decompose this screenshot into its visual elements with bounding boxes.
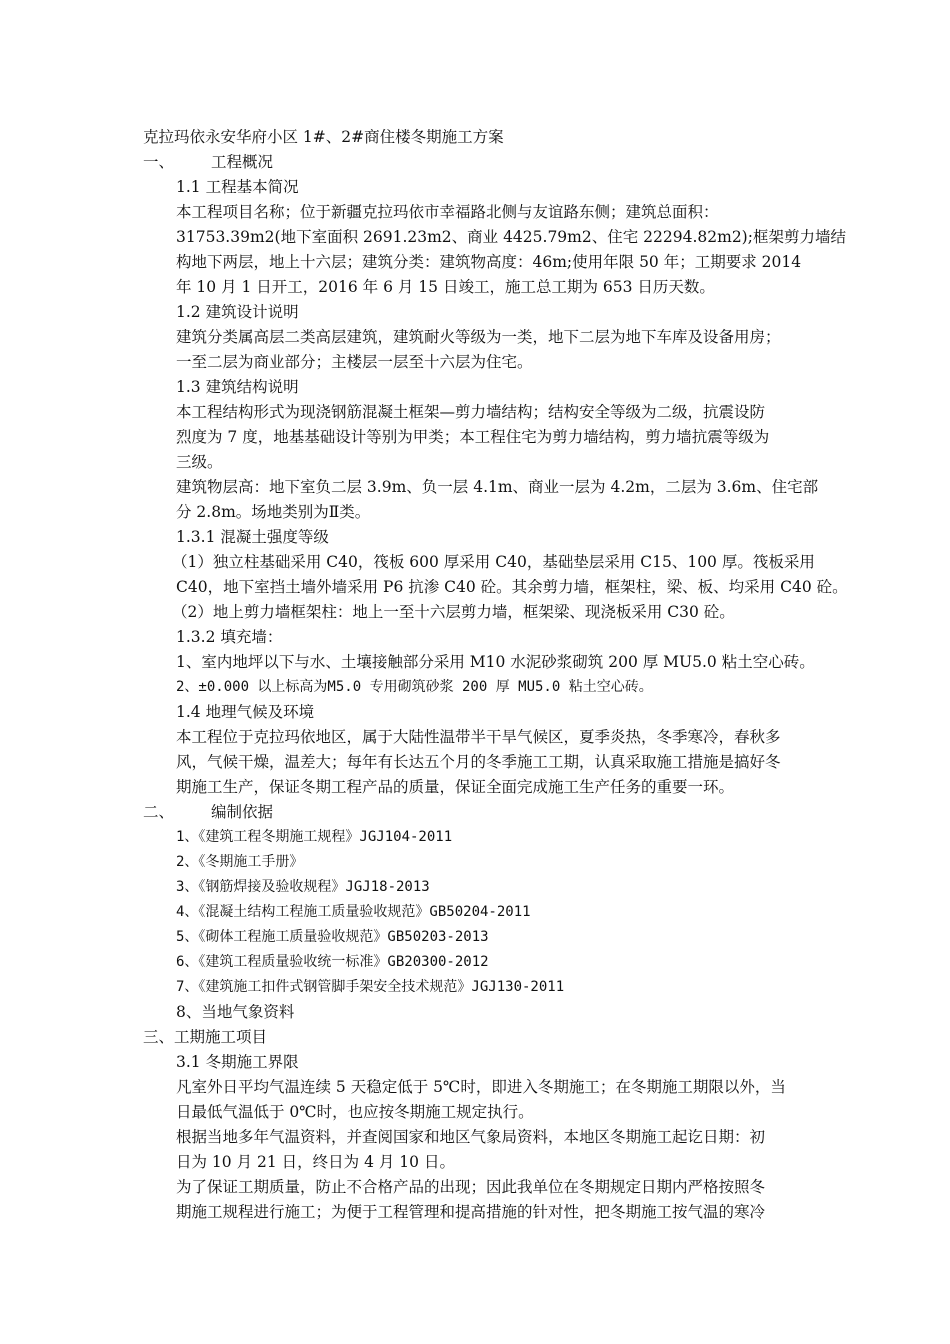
paragraph-line: 构地下两层，地上十六层；建筑分类：建筑物高度：46m;使用年限 50 年；工期要求 2014 — [176, 253, 802, 271]
paragraph-line: 为了保证工期质量，防止不合格产品的出现；因此我单位在冬期规定日期内严格按照冬 — [176, 1178, 766, 1196]
paragraph-line: 凡室外日平均气温连续 5 天稳定低于 5℃时，即进入冬期施工；在冬期施工期限以外，当 — [176, 1078, 786, 1096]
paragraph-line: 日为 10 月 21 日，终日为 4 月 10 日。 — [176, 1153, 455, 1171]
paragraph-line: 本工程位于克拉玛依地区，属于大陆性温带半干旱气候区，夏季炎热，冬季寒冷，春秋多 — [176, 728, 781, 746]
reference-item: 7、《建筑施工扣件式钢管脚手架安全技术规范》JGJ130-2011 — [176, 979, 565, 995]
paragraph-line: （1）独立柱基础采用 C40，筏板 600 厚采用 C40，基础垫层采用 C15、100 厚。筏板采用 — [172, 553, 815, 571]
subsection-heading: 1.3 建筑结构说明 — [176, 378, 299, 396]
subsection-heading: 3.1 冬期施工界限 — [176, 1053, 299, 1071]
paragraph-line: 风，气候干燥，温差大；每年有长达五个月的冬季施工工期，认真采取施工措施是搞好冬 — [176, 753, 781, 771]
paragraph-line: 根据当地多年气温资料，并查阅国家和地区气象局资料，本地区冬期施工起讫日期：初 — [176, 1128, 766, 1146]
paragraph-line: 烈度为 7 度，地基基础设计等别为甲类；本工程住宅为剪力墙结构，剪力墙抗震等级为 — [176, 428, 770, 446]
reference-item: 5、《砌体工程施工质量验收规范》GB50203-2013 — [176, 929, 489, 945]
subsection-heading: 1.2 建筑设计说明 — [176, 303, 299, 321]
reference-item: 1、《建筑工程冬期施工规程》JGJ104-2011 — [176, 829, 453, 845]
paragraph-line: 31753.39m2(地下室面积 2691.23m2、商业 4425.79m2、住宅 22294.82m2);框架剪力墙结 — [176, 228, 846, 246]
paragraph-line: 期施工规程进行施工；为便于工程管理和提高措施的针对性，把冬期施工按气温的寒冷 — [176, 1203, 766, 1221]
reference-item: 2、《冬期施工手册》 — [176, 854, 304, 870]
subsection-heading: 1.1 工程基本简况 — [176, 178, 299, 196]
reference-item: 8、当地气象资料 — [176, 1003, 295, 1021]
subsection-heading: 1.3.1 混凝土强度等级 — [176, 528, 329, 546]
section-heading — [143, 151, 273, 173]
paragraph-line: 1、室内地坪以下与水、土壤接触部分采用 M10 水泥砂浆砌筑 200 厚 MU5.0 粘土空心砖。 — [176, 653, 815, 671]
reference-item: 4、《混凝土结构工程施工质量验收规范》GB50204-2011 — [176, 904, 531, 920]
paragraph-line: 本工程结构形式为现浇钢筋混凝土框架—剪力墙结构；结构安全等级为二级，抗震设防 — [176, 403, 766, 421]
paragraph-line: 建筑物层高：地下室负二层 3.9m、负一层 4.1m、商业一层为 4.2m，二层为 3.6m、住宅部 — [176, 478, 819, 496]
section-title: 工程概况 — [211, 153, 274, 171]
section-heading: 三、工期施工项目 — [143, 1028, 268, 1046]
section-number: 一、 — [143, 153, 175, 171]
section-title: 编制依据 — [211, 803, 274, 821]
paragraph-line: 建筑分类属高层二类高层建筑，建筑耐火等级为一类，地下二层为地下车库及设备用房； — [176, 328, 781, 346]
paragraph-line: 日最低气温低于 0℃时，也应按冬期施工规定执行。 — [176, 1103, 534, 1121]
paragraph-line: （2）地上剪力墙框架柱：地上一至十六层剪力墙，框架梁、现浇板采用 C30 砼。 — [172, 603, 735, 621]
section-heading — [143, 801, 273, 823]
paragraph-line: C40，地下室挡土墙外墙采用 P6 抗渗 C40 砼。其余剪力墙，框架柱，梁、板、均采用 C40 砼。 — [176, 578, 848, 596]
section-number: 二、 — [143, 803, 175, 821]
subsection-heading: 1.3.2 填充墙： — [176, 628, 283, 646]
paragraph-line: 年 10 月 1 日开工，2016 年 6 月 15 日竣工，施工总工期为 653 日历天数。 — [176, 278, 715, 296]
paragraph-line: 本工程项目名称；位于新疆克拉玛依市幸福路北侧与友谊路东侧；建筑总面积： — [176, 203, 719, 221]
paragraph-line: 期施工生产，保证冬期工程产品的质量，保证全面完成施工生产任务的重要一环。 — [176, 778, 735, 796]
reference-item: 6、《建筑工程质量验收统一标准》GB20300-2012 — [176, 954, 489, 970]
paragraph-line: 2、±0.000 以上标高为M5.0 专用砌筑砂浆 200 厚 MU5.0 粘土空心砖。 — [176, 679, 653, 695]
paragraph-line: 分 2.8m。场地类别为Ⅱ类。 — [176, 503, 371, 521]
subsection-heading: 1.4 地理气候及环境 — [176, 703, 315, 721]
reference-item: 3、《钢筋焊接及验收规程》JGJ18-2013 — [176, 879, 430, 895]
paragraph-line: 一至二层为商业部分；主楼层一层至十六层为住宅。 — [176, 353, 533, 371]
paragraph-line: 三级。 — [176, 453, 223, 471]
document-title: 克拉玛依永安华府小区 1#、2#商住楼冬期施工方案 — [143, 128, 504, 146]
